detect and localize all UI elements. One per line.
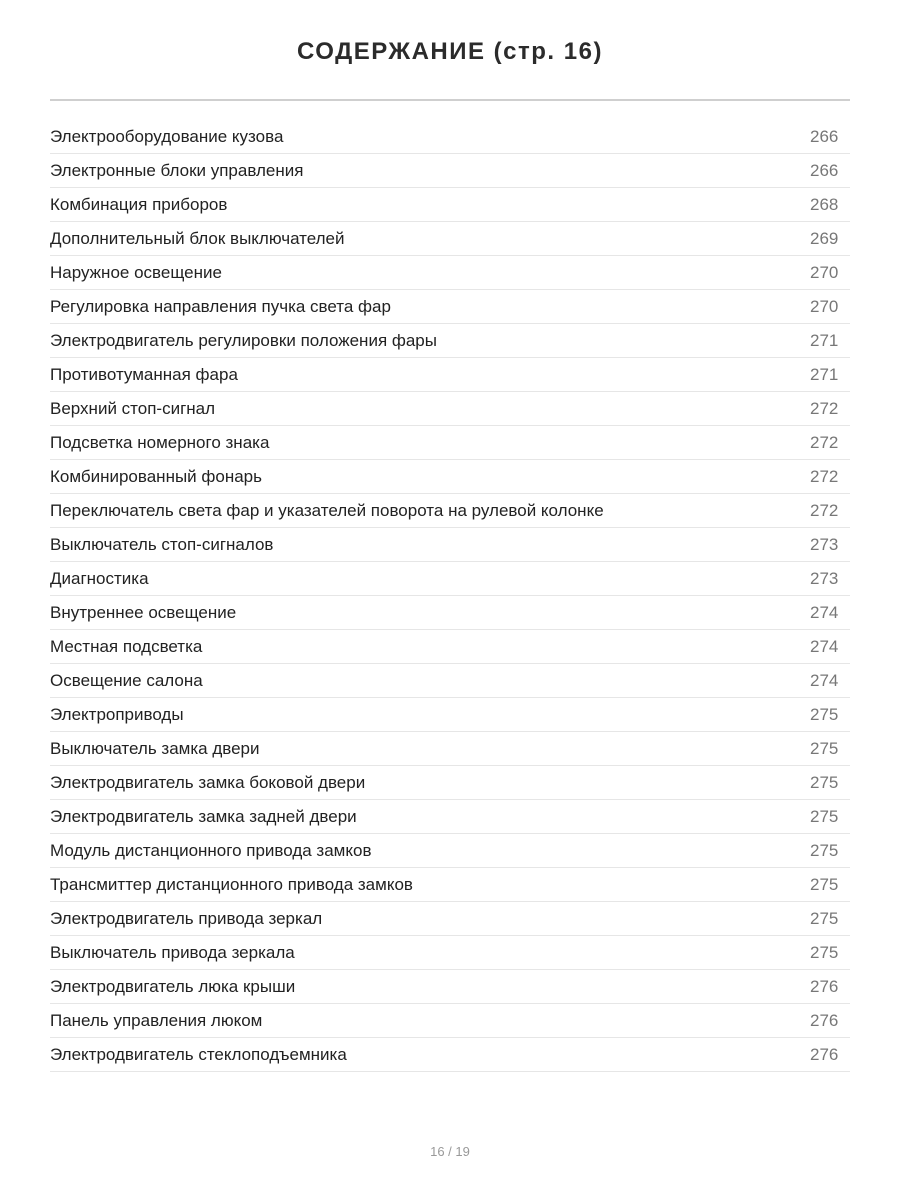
toc-entry-page-number: 275	[810, 738, 839, 758]
toc-entry[interactable]	[50, 766, 850, 800]
toc-entry-title: Электродвигатель регулировки положения фары	[50, 330, 437, 350]
toc-entry[interactable]	[50, 290, 850, 324]
toc-entry[interactable]	[50, 562, 850, 596]
toc-entry[interactable]	[50, 596, 850, 630]
toc-entry-title: Электродвигатель замка боковой двери	[50, 772, 366, 792]
toc-entry-page-number: 271	[810, 330, 839, 350]
toc-entry-title: Наружное освещение	[50, 262, 222, 282]
toc-entry[interactable]	[50, 1004, 850, 1038]
toc-entry-page-number: 268	[810, 194, 839, 214]
toc-entry[interactable]	[50, 460, 850, 494]
toc-entry-page-number: 276	[810, 1010, 839, 1030]
toc-entry[interactable]	[50, 630, 850, 664]
toc-entry[interactable]	[50, 970, 850, 1004]
page-indicator: 16 / 19	[430, 1144, 470, 1159]
toc-entry-title: Местная подсветка	[50, 636, 203, 656]
toc-entry[interactable]	[50, 154, 850, 188]
toc-entry[interactable]	[50, 664, 850, 698]
toc-entry-title: Электродвигатель привода зеркал	[50, 908, 323, 928]
toc-entry[interactable]	[50, 936, 850, 970]
title-divider	[50, 99, 850, 101]
toc-entry[interactable]	[50, 868, 850, 902]
toc-entry-page-number: 272	[810, 398, 839, 418]
toc-entry-page-number: 275	[810, 840, 839, 860]
toc-entry[interactable]	[50, 222, 850, 256]
toc-entry-page-number: 275	[810, 908, 839, 928]
toc-entry[interactable]	[50, 120, 850, 154]
toc-entry-title: Электрооборудование кузова	[50, 126, 284, 146]
toc-entry-page-number: 271	[810, 364, 839, 384]
toc-entry-page-number: 270	[810, 296, 839, 316]
toc-entry-title: Верхний стоп-сигнал	[50, 398, 216, 418]
toc-entry-title: Переключатель света фар и указателей поворота на рулевой колонке	[50, 500, 604, 520]
toc-entry[interactable]	[50, 834, 850, 868]
toc-entry-title: Электроприводы	[50, 704, 184, 724]
page-title: СОДЕРЖАНИЕ (стр. 16)	[297, 38, 603, 65]
toc-entry[interactable]	[50, 698, 850, 732]
toc-entry-page-number: 272	[810, 500, 839, 520]
toc-entry-page-number: 275	[810, 806, 839, 826]
toc-entry-page-number: 274	[810, 670, 839, 690]
toc-entry-title: Трансмиттер дистанционного привода замков	[50, 874, 413, 894]
toc-entry-page-number: 270	[810, 262, 839, 282]
toc-entry[interactable]	[50, 494, 850, 528]
toc-entry[interactable]	[50, 1038, 850, 1072]
toc-entry-page-number: 272	[810, 466, 839, 486]
toc-entry-title: Выключатель замка двери	[50, 738, 260, 758]
toc-entry-title: Дополнительный блок выключателей	[50, 228, 345, 248]
toc-entry-title: Электронные блоки управления	[50, 160, 304, 180]
toc-entry-page-number: 269	[810, 228, 839, 248]
toc-entry-title: Электродвигатель стеклоподъемника	[50, 1044, 347, 1064]
toc-entry-page-number: 275	[810, 772, 839, 792]
toc-entry-page-number: 266	[810, 126, 839, 146]
toc-entry-title: Комбинированный фонарь	[50, 466, 262, 486]
toc-entry-title: Противотуманная фара	[50, 364, 238, 384]
toc-entry-title: Выключатель стоп-сигналов	[50, 534, 274, 554]
toc-entry-page-number: 275	[810, 704, 839, 724]
toc-entry-title: Панель управления люком	[50, 1010, 263, 1030]
toc-entry[interactable]	[50, 732, 850, 766]
toc-entry-title: Внутреннее освещение	[50, 602, 237, 622]
toc-entry-page-number: 272	[810, 432, 839, 452]
toc-entry[interactable]	[50, 902, 850, 936]
toc-entry-page-number: 274	[810, 602, 839, 622]
toc-entry[interactable]	[50, 358, 850, 392]
toc-entry-page-number: 273	[810, 568, 839, 588]
toc-entry-page-number: 276	[810, 1044, 839, 1064]
toc-entry-page-number: 274	[810, 636, 839, 656]
toc-entry[interactable]	[50, 324, 850, 358]
toc-entry[interactable]	[50, 800, 850, 834]
toc-entry[interactable]	[50, 188, 850, 222]
toc-entry[interactable]	[50, 392, 850, 426]
toc-entry[interactable]	[50, 426, 850, 460]
table-of-contents	[50, 120, 850, 1072]
toc-entry-title: Модуль дистанционного привода замков	[50, 840, 372, 860]
toc-entry-title: Электродвигатель замка задней двери	[50, 806, 357, 826]
toc-entry-title: Подсветка номерного знака	[50, 432, 270, 452]
toc-entry-title: Освещение салона	[50, 670, 203, 690]
toc-entry[interactable]	[50, 256, 850, 290]
toc-entry-title: Диагностика	[50, 568, 149, 588]
toc-entry-title: Электродвигатель люка крыши	[50, 976, 296, 996]
toc-entry-title: Регулировка направления пучка света фар	[50, 296, 391, 316]
toc-entry-page-number: 275	[810, 942, 839, 962]
toc-entry[interactable]	[50, 528, 850, 562]
toc-entry-page-number: 276	[810, 976, 839, 996]
toc-entry-title: Выключатель привода зеркала	[50, 942, 295, 962]
toc-entry-page-number: 266	[810, 160, 839, 180]
toc-entry-page-number: 275	[810, 874, 839, 894]
toc-entry-title: Комбинация приборов	[50, 194, 228, 214]
toc-entry-page-number: 273	[810, 534, 839, 554]
